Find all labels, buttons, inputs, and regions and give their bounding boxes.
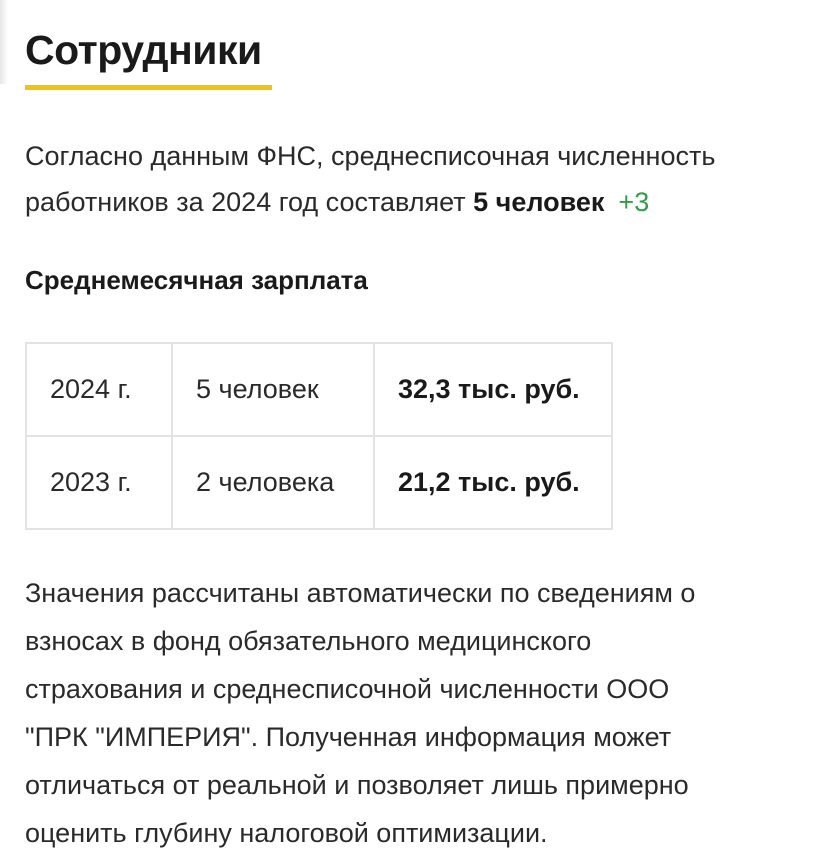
headcount-value: 5 человек bbox=[473, 187, 605, 217]
salary-year-cell: 2024 г. bbox=[26, 343, 172, 436]
salary-employees-cell: 2 человека bbox=[172, 436, 374, 529]
salary-year-cell: 2023 г. bbox=[26, 436, 172, 529]
employees-summary-line-2 bbox=[25, 179, 815, 225]
salary-row-2024 bbox=[26, 343, 612, 436]
disclaimer-line: взносах в фонд обязательного медицинского bbox=[25, 626, 592, 656]
employees-summary bbox=[25, 133, 815, 225]
salary-table bbox=[25, 342, 613, 530]
salary-amount-cell: 32,3 тыс. руб. bbox=[374, 343, 612, 436]
left-edge-shadow bbox=[0, 0, 8, 84]
employees-summary-line-1: Согласно данным ФНС, среднесписочная численность bbox=[25, 141, 716, 171]
disclaimer-line: "ПРК "ИМПЕРИЯ". Полученная информация может bbox=[25, 722, 672, 752]
headcount-change-badge: +3 bbox=[618, 187, 650, 217]
disclaimer-line: отличаться от реальной и позволяет лишь примерно bbox=[25, 770, 689, 800]
salary-employees-cell: 5 человек bbox=[172, 343, 374, 436]
salary-section-title: Среднемесячная зарплата bbox=[25, 265, 368, 295]
employees-summary-prefix: работников за 2024 год составляет bbox=[25, 187, 474, 217]
calculation-disclaimer bbox=[25, 569, 815, 857]
section-title-underline bbox=[25, 85, 272, 90]
disclaimer-line: Значения рассчитаны автоматически по сведениям о bbox=[25, 578, 696, 608]
salary-row-2023 bbox=[26, 436, 612, 529]
salary-amount-cell: 21,2 тыс. руб. bbox=[374, 436, 612, 529]
disclaimer-line: страхования и среднесписочной численности ООО bbox=[25, 674, 670, 704]
section-title: Сотрудники bbox=[25, 27, 262, 73]
disclaimer-line: оценить глубину налоговой оптимизации. bbox=[25, 818, 548, 848]
